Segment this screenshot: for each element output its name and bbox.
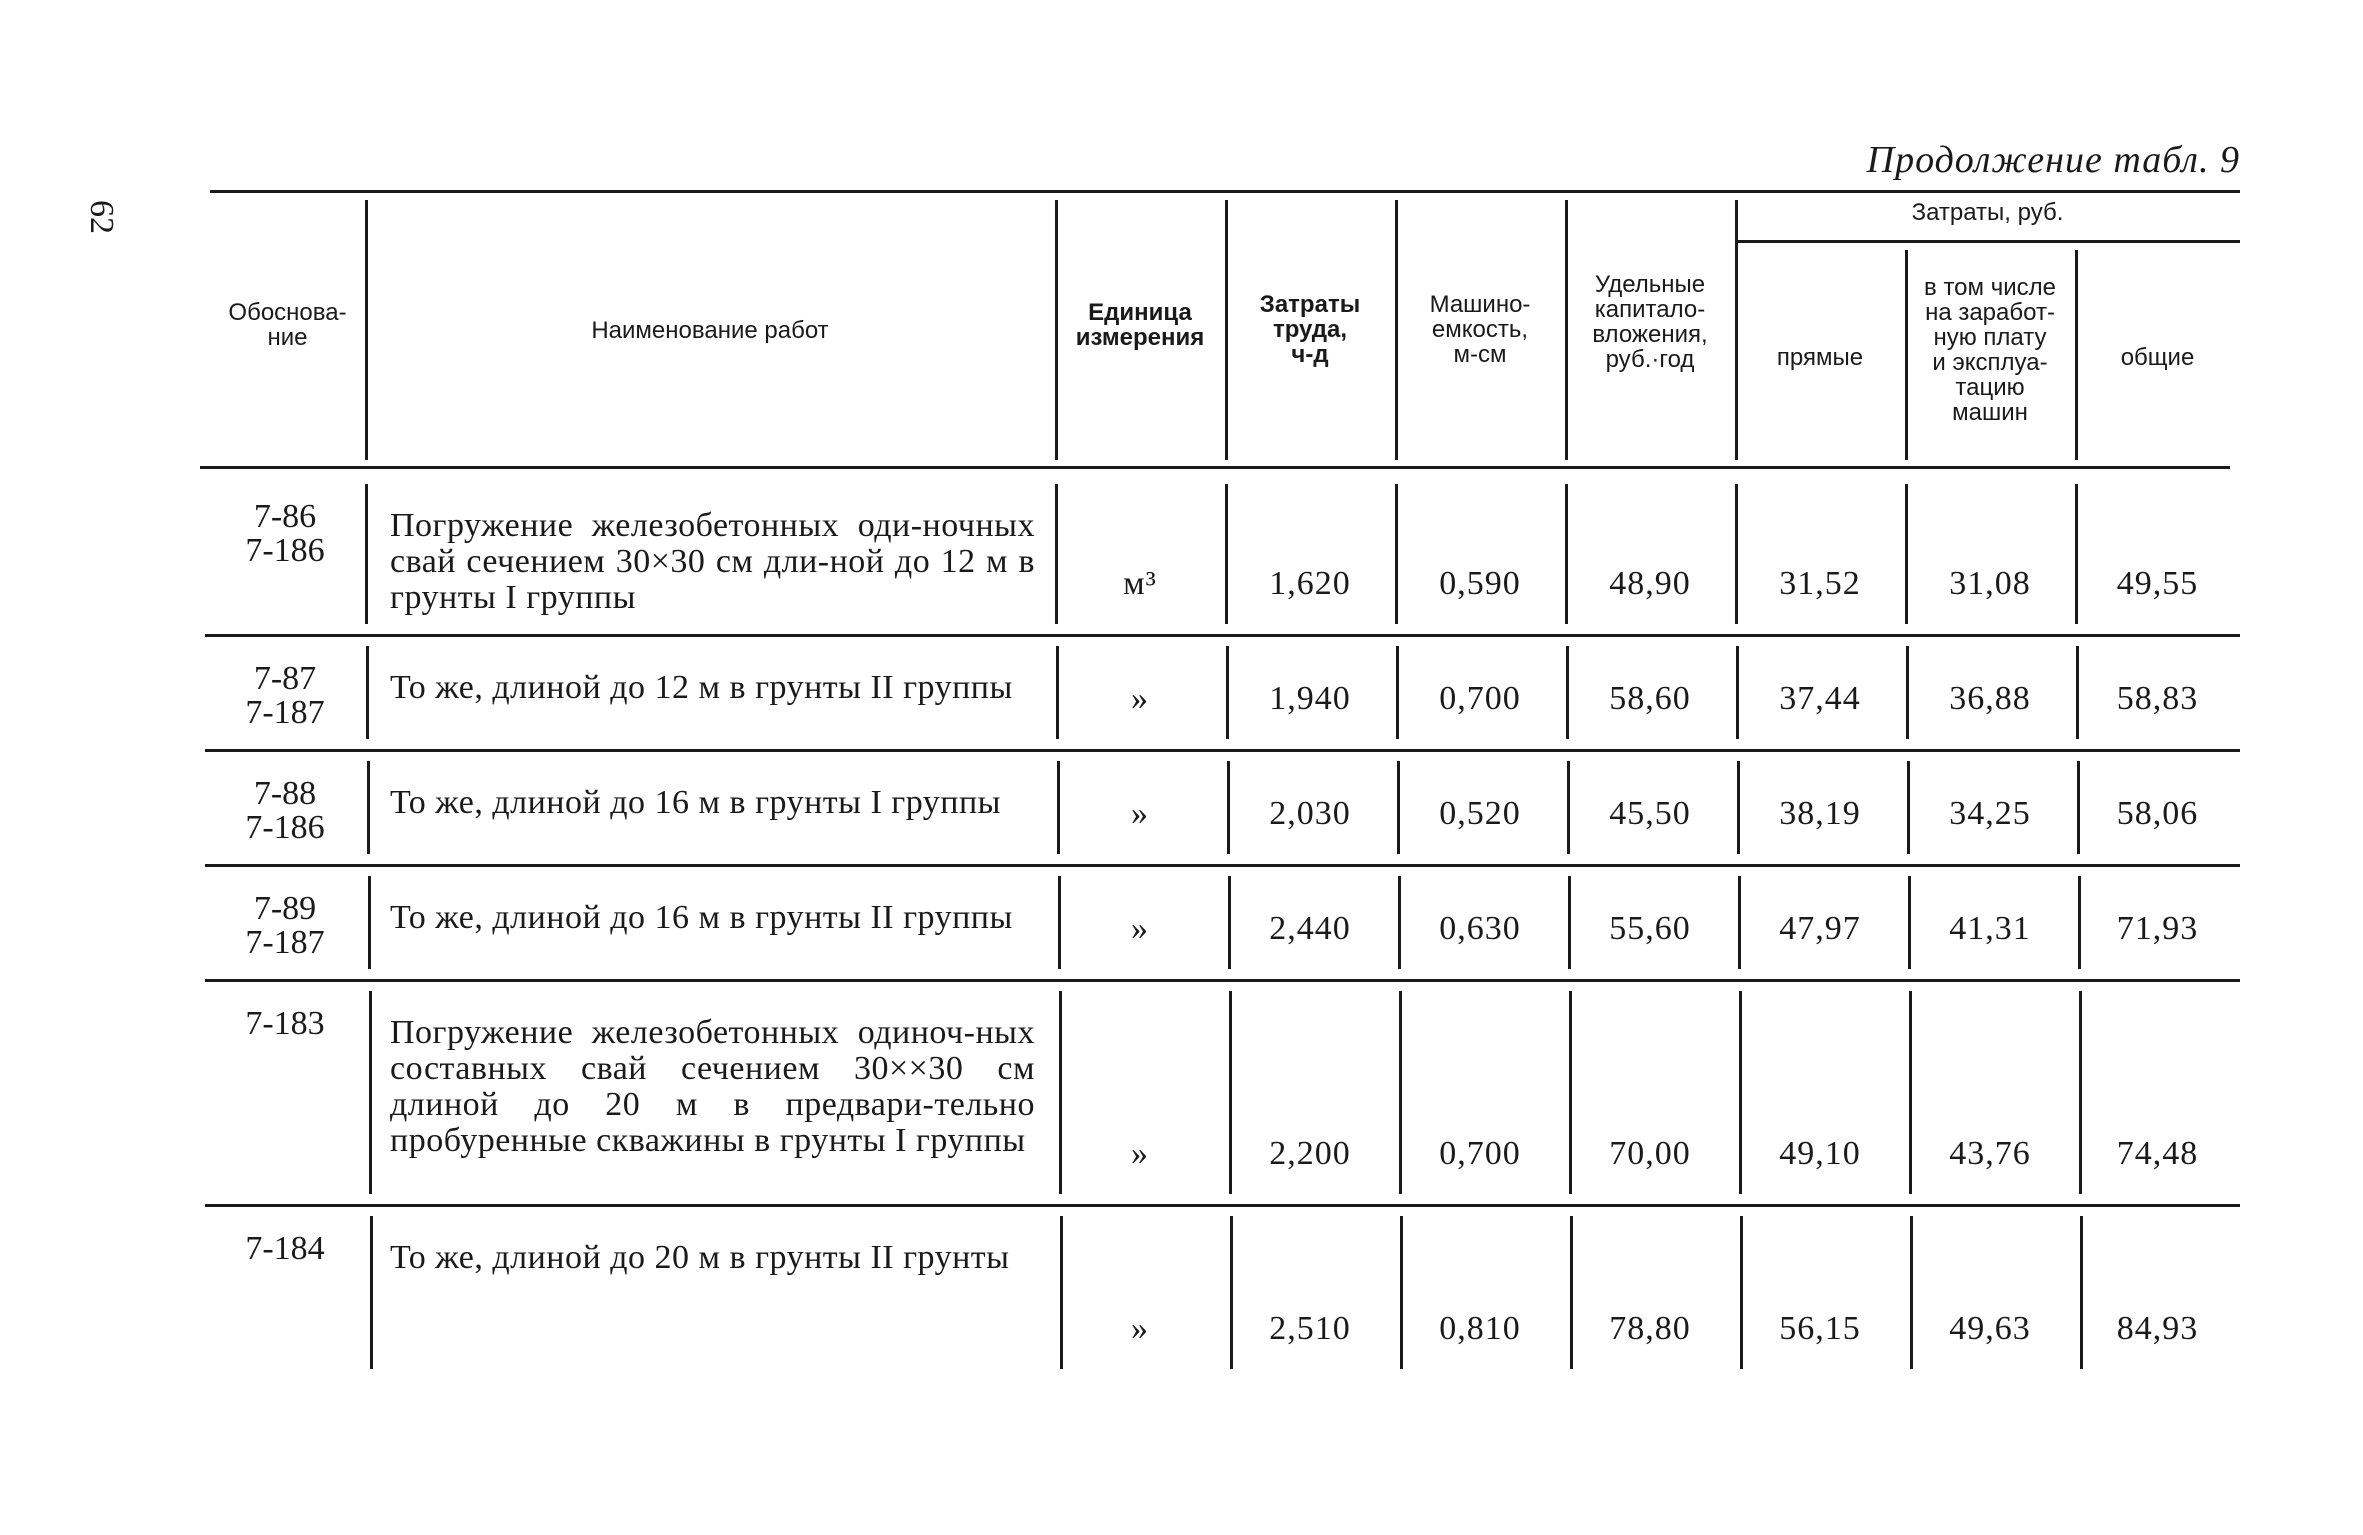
row-labor: 2,440 bbox=[1269, 910, 1351, 947]
header-bottom-rule bbox=[200, 466, 2230, 469]
row-rule bbox=[205, 864, 2240, 867]
row-incl-wages: 41,31 bbox=[1949, 910, 2031, 947]
header-machine: Машино- емкость, м-см bbox=[1429, 291, 1531, 368]
header-capital: Удельные капитало- вложения, руб.·год bbox=[1592, 271, 1708, 373]
body-col-rule bbox=[1395, 484, 1398, 624]
header-unit: Единица измерения bbox=[1075, 299, 1205, 351]
header-name: Наименование работ bbox=[591, 317, 829, 344]
row-basis: 7-86 7-186 bbox=[245, 498, 325, 569]
page-number: 62 bbox=[83, 200, 120, 234]
body-col-rule bbox=[1225, 484, 1228, 624]
row-work-name: То же, длиной до 16 м в грунты II группы bbox=[390, 899, 1013, 936]
row-incl-wages: 34,25 bbox=[1949, 795, 2031, 832]
row-total: 71,93 bbox=[2116, 910, 2199, 947]
body-col-rule bbox=[1905, 484, 1908, 624]
row-capital: 55,60 bbox=[1609, 910, 1691, 947]
body-col-rule bbox=[368, 876, 371, 969]
row-direct: 38,19 bbox=[1779, 795, 1861, 832]
row-direct: 49,10 bbox=[1779, 1135, 1861, 1172]
row-work-name: Погружение железобетонных одиноч-ных составных свай сечением 30××30 см длиной до 20 м в предвари-тельно пробуренные скважины в грунты I группы bbox=[390, 1014, 1035, 1159]
header-costs-group: Затраты, руб. bbox=[1911, 199, 2064, 226]
row-capital: 78,80 bbox=[1609, 1310, 1691, 1347]
row-rule bbox=[205, 1204, 2240, 1207]
row-machine: 0,630 bbox=[1439, 910, 1521, 947]
row-unit: » bbox=[1131, 1135, 1149, 1172]
row-direct: 31,52 bbox=[1779, 565, 1861, 602]
row-machine: 0,590 bbox=[1439, 565, 1521, 602]
row-capital: 70,00 bbox=[1609, 1135, 1691, 1172]
header-total: общие bbox=[2120, 344, 2195, 371]
row-incl-wages: 49,63 bbox=[1949, 1310, 2031, 1347]
header-top-rule bbox=[210, 190, 2240, 193]
row-unit: » bbox=[1131, 910, 1149, 947]
row-incl-wages: 36,88 bbox=[1949, 680, 2031, 717]
row-direct: 37,44 bbox=[1779, 680, 1861, 717]
row-capital: 45,50 bbox=[1609, 795, 1691, 832]
row-rule bbox=[205, 634, 2240, 637]
row-work-name: То же, длиной до 16 м в грунты I группы bbox=[390, 784, 1002, 821]
row-capital: 58,60 bbox=[1609, 680, 1691, 717]
row-capital: 48,90 bbox=[1609, 565, 1691, 602]
row-machine: 0,700 bbox=[1439, 1135, 1521, 1172]
row-labor: 2,200 bbox=[1269, 1135, 1351, 1172]
row-labor: 1,940 bbox=[1269, 680, 1351, 717]
row-rule bbox=[205, 749, 2240, 752]
row-labor: 2,030 bbox=[1269, 795, 1351, 832]
body-col-rule bbox=[370, 1216, 373, 1369]
body-col-rule bbox=[369, 991, 372, 1194]
row-direct: 47,97 bbox=[1779, 910, 1861, 947]
header-col-rule bbox=[1735, 200, 1738, 460]
row-machine: 0,520 bbox=[1439, 795, 1521, 832]
header-labor: Затраты труда, ч-д bbox=[1259, 291, 1361, 368]
row-machine: 0,700 bbox=[1439, 680, 1521, 717]
row-machine: 0,810 bbox=[1439, 1310, 1521, 1347]
row-total: 58,06 bbox=[2116, 795, 2199, 832]
row-unit: » bbox=[1131, 680, 1149, 717]
row-labor: 1,620 bbox=[1269, 565, 1351, 602]
row-incl-wages: 31,08 bbox=[1949, 565, 2031, 602]
row-basis: 7-184 bbox=[245, 1230, 325, 1267]
header-incl-wages: в том числе на заработ- ную плату и эксплуа- тацию машин bbox=[1924, 274, 2056, 426]
row-total: 58,83 bbox=[2116, 680, 2199, 717]
row-labor: 2,510 bbox=[1269, 1310, 1351, 1347]
row-basis: 7-89 7-187 bbox=[245, 890, 325, 961]
row-work-name: То же, длиной до 20 м в грунты II грунты bbox=[390, 1239, 1010, 1276]
body-col-rule bbox=[2075, 484, 2078, 624]
costs-group-rule bbox=[1735, 240, 2240, 243]
row-basis: 7-88 7-186 bbox=[245, 775, 325, 846]
header-basis: Обоснова- ние bbox=[228, 299, 347, 351]
header-direct: прямые bbox=[1776, 344, 1864, 371]
body-col-rule bbox=[1565, 484, 1568, 624]
body-col-rule bbox=[365, 484, 368, 624]
row-work-name: То же, длиной до 12 м в грунты II группы bbox=[390, 669, 1013, 706]
body-col-rule bbox=[1735, 484, 1738, 624]
table-caption: Продолжение табл. 9 bbox=[1866, 139, 2240, 181]
body-col-rule bbox=[367, 761, 370, 854]
row-unit: » bbox=[1131, 795, 1149, 832]
row-direct: 56,15 bbox=[1779, 1310, 1861, 1347]
body-col-rule bbox=[1055, 484, 1058, 624]
row-total: 74,48 bbox=[2116, 1135, 2199, 1172]
row-work-name: Погружение железобетонных оди-ночных свай сечением 30×30 см дли-ной до 12 м в грунты I группы bbox=[390, 507, 1035, 616]
row-total: 49,55 bbox=[2116, 565, 2199, 602]
row-basis: 7-87 7-187 bbox=[245, 660, 325, 731]
row-basis: 7-183 bbox=[245, 1005, 325, 1042]
row-rule bbox=[205, 979, 2240, 982]
row-unit: м³ bbox=[1123, 565, 1157, 602]
row-incl-wages: 43,76 bbox=[1949, 1135, 2031, 1172]
body-col-rule bbox=[366, 646, 369, 739]
row-unit: » bbox=[1131, 1310, 1149, 1347]
row-total: 84,93 bbox=[2116, 1310, 2199, 1347]
